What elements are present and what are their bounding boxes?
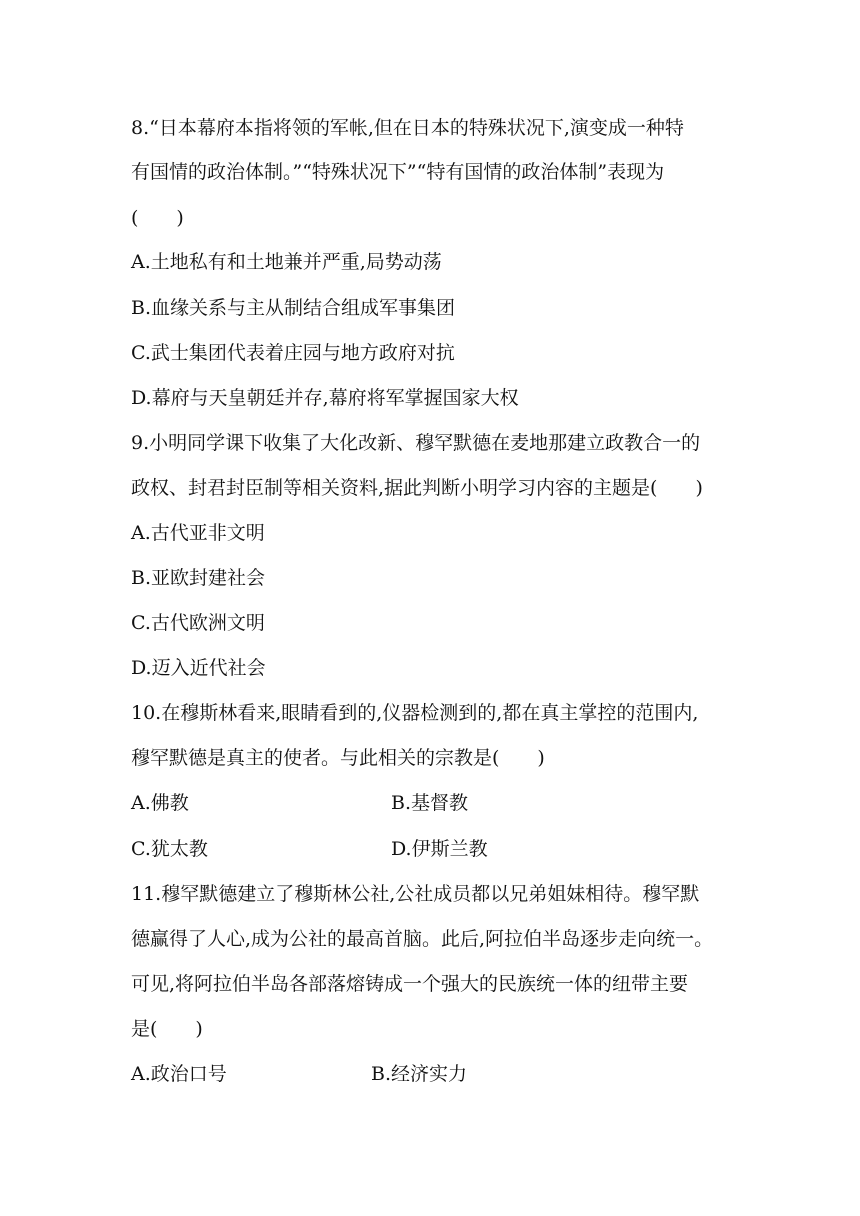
q11-stem-line-2: 德赢得了人心,成为公社的最高首脑。此后,阿拉伯半岛逐步走向统一。	[131, 928, 714, 950]
q10-option-a: A.佛教	[131, 792, 189, 814]
q11-option-a: A.政治口号	[131, 1063, 227, 1085]
q11-stem-line-1: 11.穆罕默德建立了穆斯林公社,公社成员都以兄弟姐妹相待。穆罕默	[131, 883, 700, 905]
q9-option-d: D.迈入近代社会	[131, 657, 266, 679]
q10-stem-line-1: 10.在穆斯林看来,眼睛看到的,仪器检测到的,都在真主掌控的范围内,	[131, 702, 699, 724]
q11-stem-line-3: 可见,将阿拉伯半岛各部落熔铸成一个强大的民族统一体的纽带主要	[131, 973, 689, 995]
q10-option-b: B.基督教	[391, 792, 469, 814]
q11-option-b: B.经济实力	[371, 1063, 468, 1085]
q9-option-a: A.古代亚非文明	[131, 522, 265, 544]
q8-stem-line-1: 8.“日本幕府本指将领的军帐,但在日本的特殊状况下,演变成一种特	[131, 117, 684, 139]
q10-stem-line-2: 穆罕默德是真主的使者。与此相关的宗教是( )	[131, 747, 545, 769]
q8-option-a: A.土地私有和土地兼并严重,局势动荡	[131, 251, 442, 273]
q10-option-d: D.伊斯兰教	[391, 838, 488, 860]
q8-option-d: D.幕府与天皇朝廷并存,幕府将军掌握国家大权	[131, 387, 519, 409]
q9-option-c: C.古代欧洲文明	[131, 612, 265, 634]
q9-option-b: B.亚欧封建社会	[131, 567, 266, 589]
q8-option-b: B.血缘关系与主从制结合组成军事集团	[131, 297, 456, 319]
q8-option-c: C.武士集团代表着庄园与地方政府对抗	[131, 342, 455, 364]
q9-stem-line-2: 政权、封君封臣制等相关资料,据此判断小明学习内容的主题是( )	[131, 477, 703, 499]
q8-answer-blank: ( )	[131, 207, 184, 229]
q10-option-c: C.犹太教	[131, 838, 208, 860]
q11-answer-blank: 是( )	[131, 1018, 203, 1040]
q9-stem-line-1: 9.小明同学课下收集了大化改新、穆罕默德在麦地那建立政教合一的	[131, 432, 701, 454]
q8-stem-line-2: 有国情的政治体制。”“特殊状况下”“特有国情的政治体制”表现为	[131, 161, 665, 183]
